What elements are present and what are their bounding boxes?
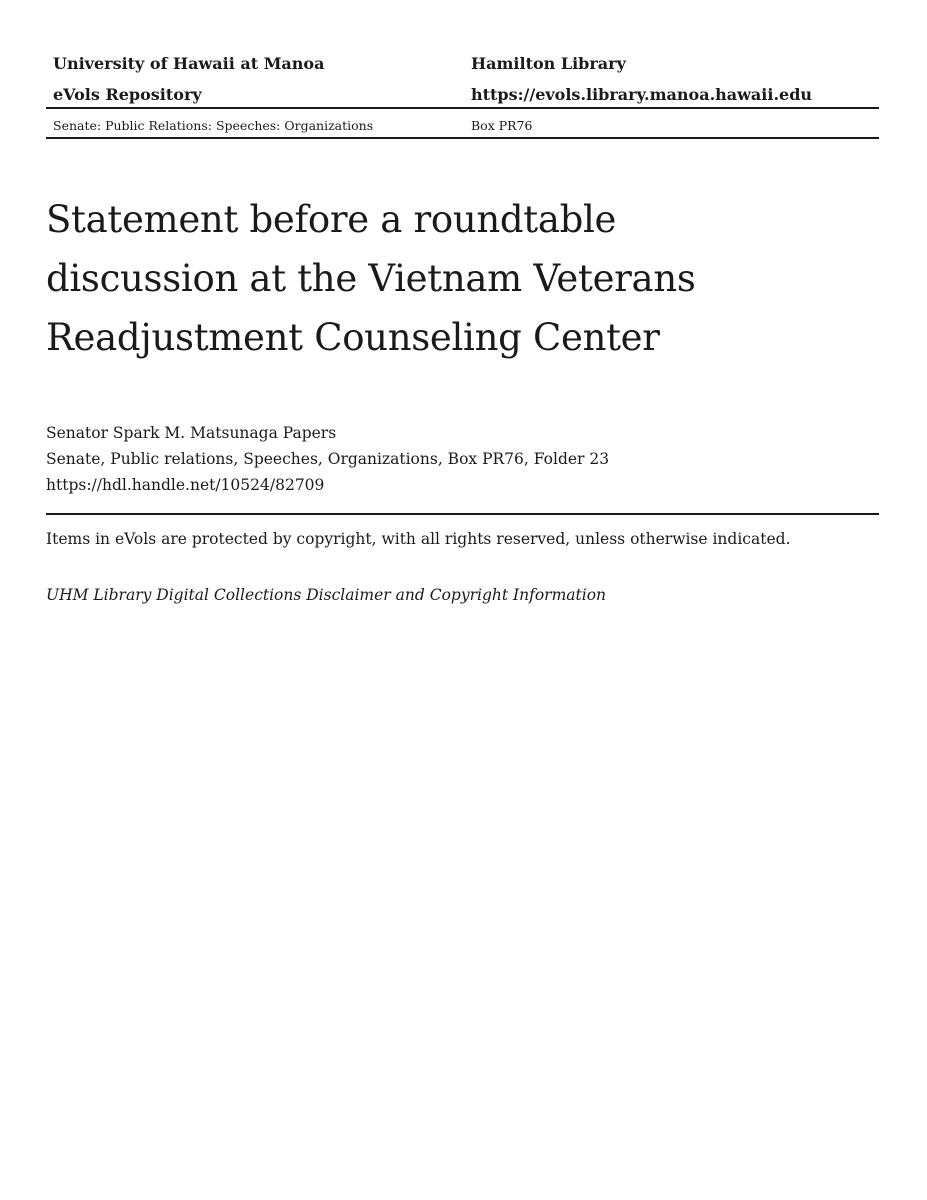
institution-name: University of Hawaii at Manoa: [53, 54, 325, 73]
library-name: Hamilton Library: [471, 54, 626, 73]
box-label: Box PR76: [471, 118, 533, 133]
series-path: Senate: Public Relations: Speeches: Organizations: [53, 118, 374, 133]
collection-name: Senator Spark M. Matsunaga Papers: [46, 424, 337, 442]
document-title: [46, 190, 866, 367]
rights-statement: Items in eVols are protected by copyright, with all rights reserved, unless otherwise indicated.: [46, 530, 791, 548]
footer-divider: [46, 513, 879, 515]
title-line-1: Statement before a roundtable: [46, 198, 617, 241]
repository-name: eVols Repository: [53, 85, 202, 104]
folder-location: Senate, Public relations, Speeches, Organizations, Box PR76, Folder 23: [46, 450, 610, 468]
title-line-2: discussion at the Vietnam Veterans: [46, 257, 696, 300]
repository-url[interactable]: https://evols.library.manoa.hawaii.edu: [471, 85, 813, 104]
title-line-3: Readjustment Counseling Center: [46, 316, 660, 359]
handle-link[interactable]: https://hdl.handle.net/10524/82709: [46, 476, 325, 494]
disclaimer-link[interactable]: UHM Library Digital Collections Disclaimer and Copyright Information: [46, 586, 607, 604]
collection-bar: [46, 116, 879, 136]
header-divider-top: [46, 107, 879, 109]
document-metadata: [46, 420, 609, 498]
header-divider-bottom: [46, 137, 879, 139]
